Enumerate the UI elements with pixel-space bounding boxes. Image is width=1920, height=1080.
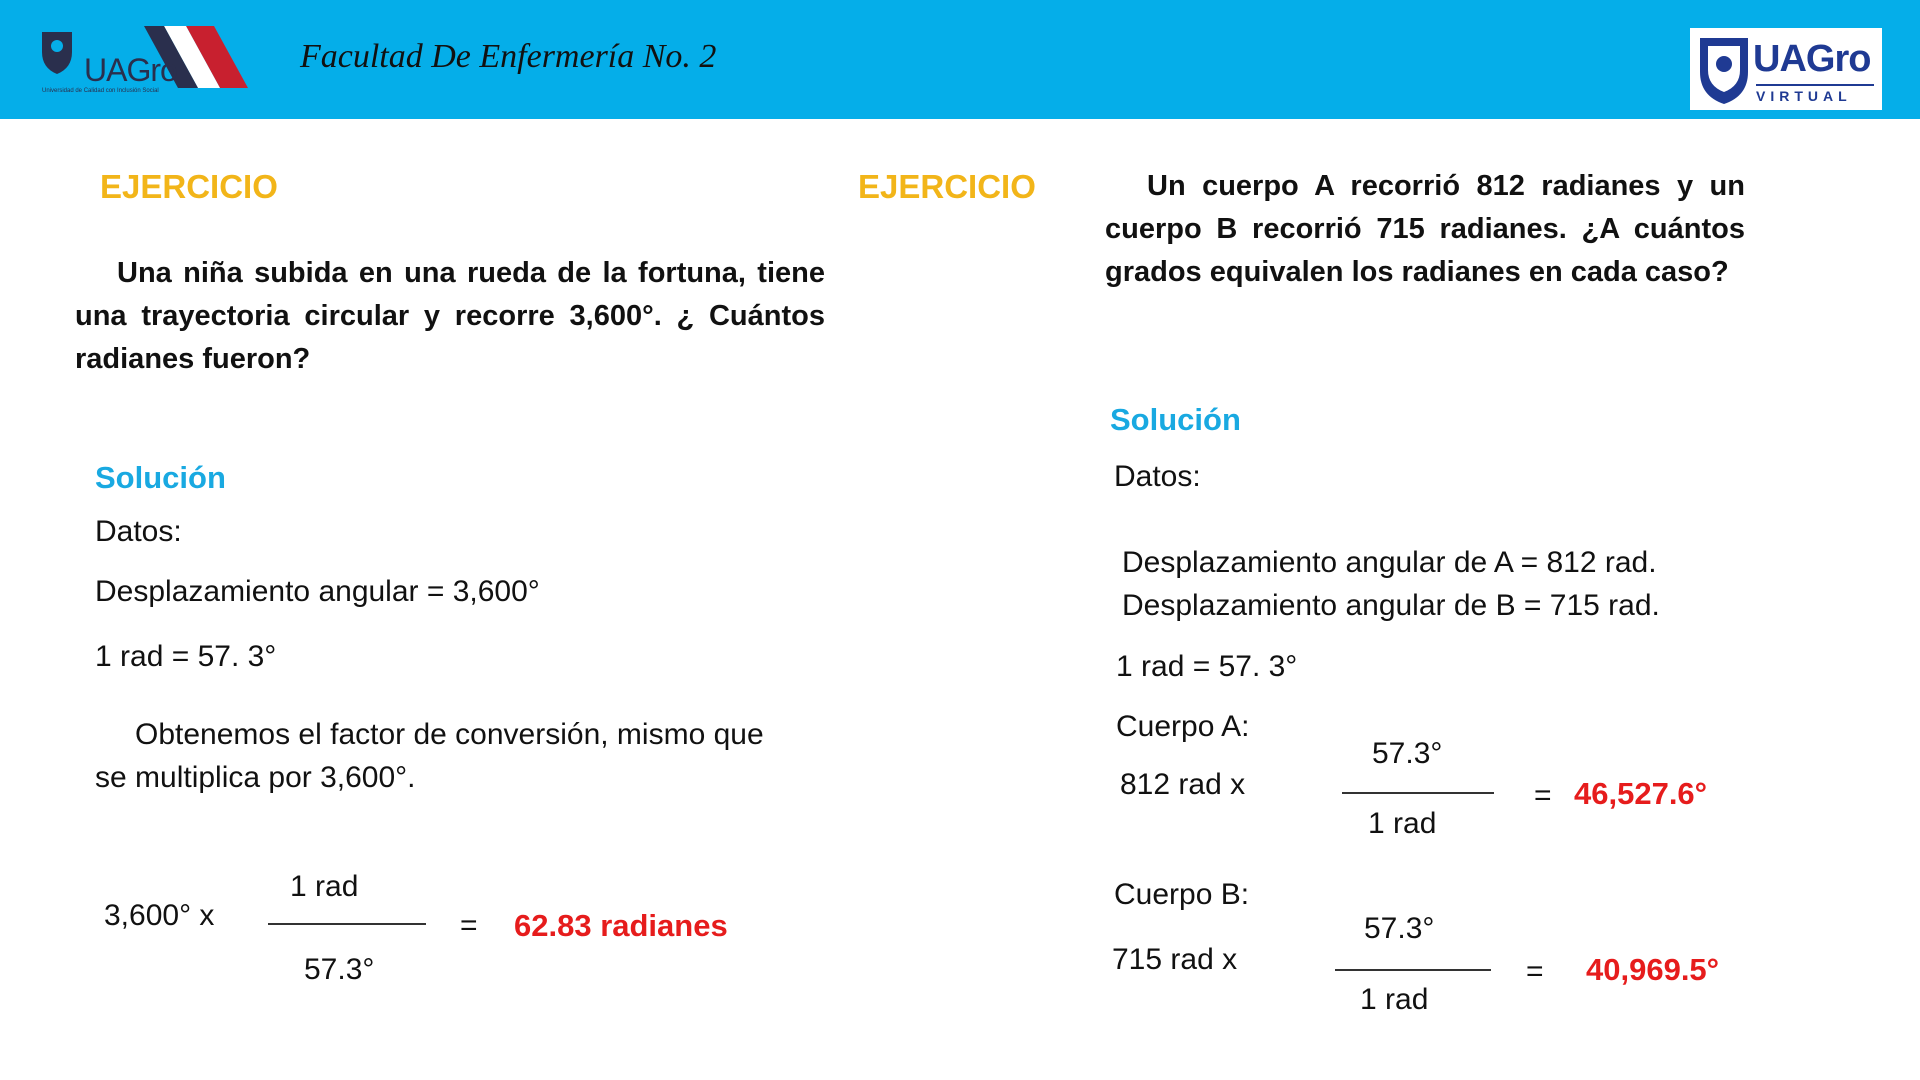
right-datos-label: Datos: — [1114, 460, 1201, 493]
left-explanation: Obtenemos el factor de conversión, mismo que se multiplica por 3,600°. — [95, 718, 764, 794]
left-calc-lhs: 3,600° x — [104, 899, 215, 932]
left-solution-label: Solución — [95, 460, 226, 495]
left-datos-label: Datos: — [95, 515, 182, 548]
uagro-logo-text: UAGro — [84, 52, 177, 88]
left-dato-rad: 1 rad = 57. 3° — [95, 640, 277, 673]
cuerpo-a-fraction-bar — [1342, 792, 1494, 794]
cuerpo-b-lhs: 715 rad x — [1112, 943, 1238, 976]
left-problem-text: Una niña subida en una rueda de la fortuna, tiene una trayectoria circular y recorre 3,600°. ¿ Cuántos radianes fueron? — [75, 257, 825, 375]
cuerpo-b-equals: = — [1526, 955, 1544, 988]
cuerpo-a-label: Cuerpo A: — [1116, 710, 1250, 743]
cuerpo-b-numerator: 57.3° — [1364, 912, 1435, 945]
right-exercise-heading: EJERCICIO — [858, 168, 1036, 205]
uagro-shield-icon — [1694, 30, 1754, 108]
virtual-text: VIRTUAL — [1756, 88, 1852, 104]
faculty-title: Facultad De Enfermería No. 2 — [300, 38, 717, 75]
right-dato-b: Desplazamiento angular de B = 715 rad. — [1122, 589, 1660, 622]
cuerpo-a-denominator: 1 rad — [1368, 807, 1437, 840]
right-dato-a: Desplazamiento angular de A = 812 rad. — [1122, 546, 1657, 579]
cuerpo-b-result: 40,969.5° — [1586, 952, 1720, 987]
left-calc-result: 62.83 radianes — [514, 908, 728, 943]
logo-divider — [1756, 84, 1874, 86]
cuerpo-a-result: 46,527.6° — [1574, 776, 1708, 811]
uagro-virtual-text: UAGro — [1753, 38, 1871, 80]
cuerpo-b-fraction-bar — [1335, 969, 1491, 971]
cuerpo-a-numerator: 57.3° — [1372, 737, 1443, 770]
cuerpo-b-label: Cuerpo B: — [1114, 878, 1250, 911]
cuerpo-a-lhs: 812 rad x — [1120, 768, 1246, 801]
left-exercise-heading: EJERCICIO — [100, 168, 278, 205]
cuerpo-b-denominator: 1 rad — [1360, 983, 1429, 1016]
left-fraction-bar — [268, 923, 426, 925]
right-dato-rad: 1 rad = 57. 3° — [1116, 650, 1298, 683]
left-dato-displacement: Desplazamiento angular = 3,600° — [95, 575, 540, 608]
uagro-logo-left — [36, 26, 248, 98]
right-problem-text: Un cuerpo A recorrió 812 radianes y un cuerpo B recorrió 715 radianes. ¿A cuántos grados equivalen los radianes en cada caso? — [1105, 170, 1745, 288]
right-solution-label: Solución — [1110, 402, 1241, 437]
uagro-virtual-logo — [1690, 28, 1882, 110]
uagro-logo-tagline: Universidad de Calidad con Inclusión Social — [42, 88, 159, 94]
left-calc-numerator: 1 rad — [290, 870, 359, 903]
left-calc-equals: = — [460, 909, 478, 942]
left-calc-denominator: 57.3° — [304, 953, 375, 986]
header-bar — [0, 0, 1920, 119]
cuerpo-a-equals: = — [1534, 779, 1552, 812]
